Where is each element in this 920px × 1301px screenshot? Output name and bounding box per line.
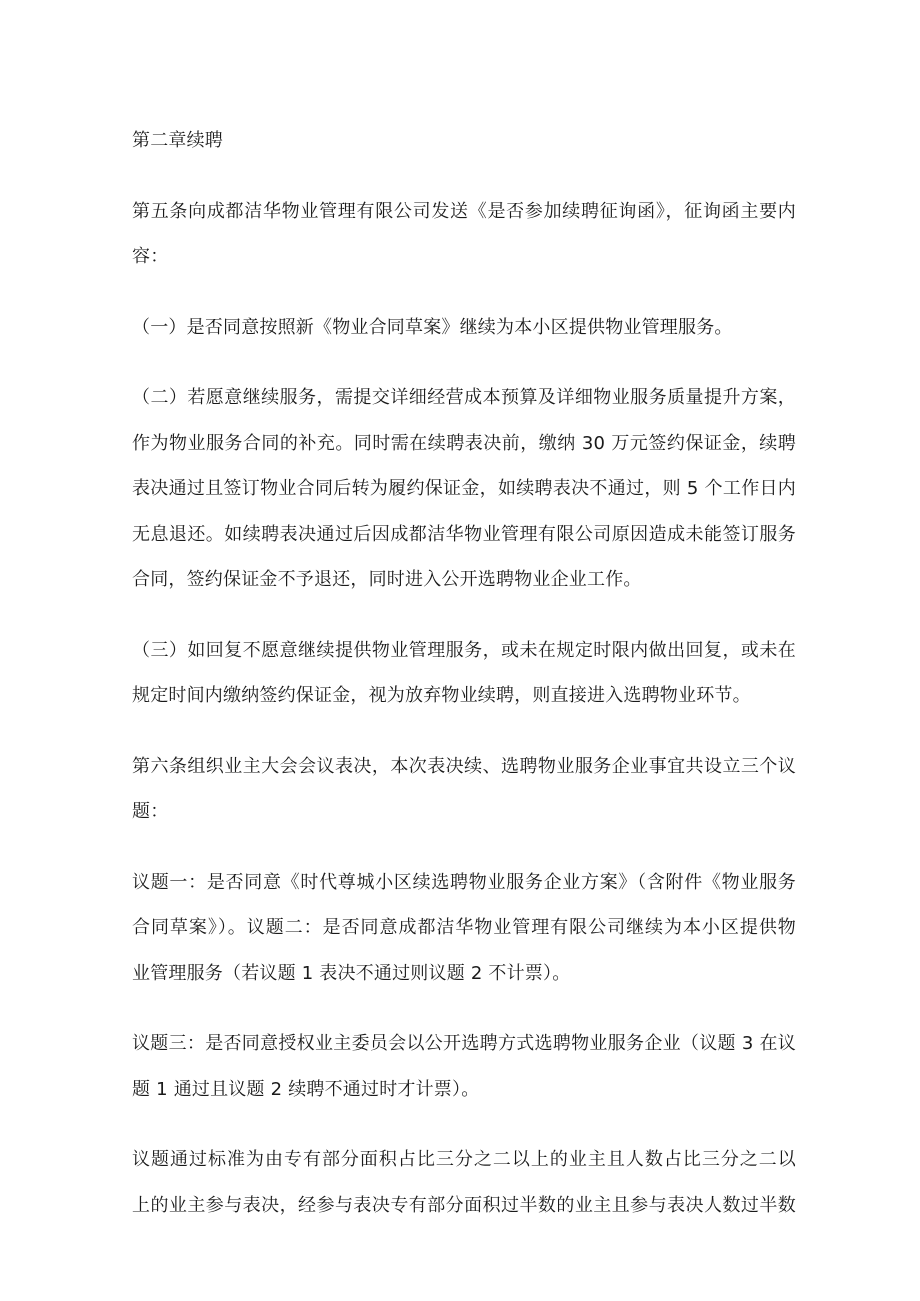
- article-5-item-2-paragraph: [132, 375, 796, 603]
- text-line: 议题三：是否同意授权业主委员会以公开选聘方式选聘物业服务企业（议题 3 在议: [132, 1033, 796, 1054]
- text-line: 业管理服务（若议题 1 表决不通过则议题 2 不计票）。: [132, 962, 571, 984]
- document-page: [132, 118, 796, 1253]
- text-line: 上的业主参与表决，经参与表决专有部分面积过半数的业主且参与表决人数过半数: [132, 1194, 796, 1216]
- text-line: 合同，签约保证金不予退还，同时进入公开选聘物业企业工作。: [132, 569, 642, 590]
- article-6-paragraph: [132, 744, 796, 835]
- pass-standard-paragraph: [132, 1137, 796, 1228]
- text-line: 容：: [132, 246, 169, 267]
- text-line: 议题通过标准为由专有部分面积占比三分之二以上的业主且人数占比三分之二以: [132, 1149, 796, 1170]
- text-line: 规定时间内缴纳签约保证金，视为放弃物业续聘，则直接进入选聘物业环节。: [132, 685, 751, 706]
- text-line: 表决通过且签订物业合同后转为履约保证金，如续聘表决不通过，则 5 个工作日内: [132, 478, 796, 499]
- text-line: （一）是否同意按照新《物业合同草案》继续为本小区提供物业管理服务。: [132, 316, 733, 338]
- text-line: 第五条向成都洁华物业管理有限公司发送《是否参加续聘征询函》，征询函主要内: [132, 200, 796, 222]
- text-line: 第六条组织业主大会会议表决，本次表决续、选聘物业服务企业事宜共设立三个议: [132, 755, 796, 777]
- text-line: 无息退还。如续聘表决通过后因成都洁华物业管理有限公司原因造成未能签订服务: [132, 523, 796, 545]
- topic-1-2-paragraph: [132, 860, 796, 997]
- article-5-item-1-paragraph: [132, 305, 796, 351]
- text-line: 合同草案》）。议题二：是否同意成都洁华物业管理有限公司继续为本小区提供物: [132, 917, 796, 938]
- text-line: 题：: [132, 801, 169, 822]
- topic-3-paragraph: [132, 1021, 796, 1112]
- article-5-paragraph: [132, 189, 796, 280]
- chapter-heading: [132, 118, 796, 164]
- text-line: 题 1 通过且议题 2 续聘不通过时才计票）。: [132, 1078, 480, 1100]
- article-5-item-3-paragraph: [132, 628, 796, 719]
- text-line: 议题一：是否同意《时代尊城小区续选聘物业服务企业方案》（含附件《物业服务: [132, 871, 796, 893]
- text-line: （三）如回复不愿意继续提供物业管理服务，或未在规定时限内做出回复，或未在: [132, 639, 796, 661]
- text-line: 作为物业服务合同的补充。同时需在续聘表决前，缴纳 30 万元签约保证金，续聘: [132, 432, 796, 454]
- text-line: 第二章续聘: [132, 130, 223, 151]
- text-line: （二）若愿意继续服务，需提交详细经营成本预算及详细物业服务质量提升方案，: [132, 387, 796, 408]
